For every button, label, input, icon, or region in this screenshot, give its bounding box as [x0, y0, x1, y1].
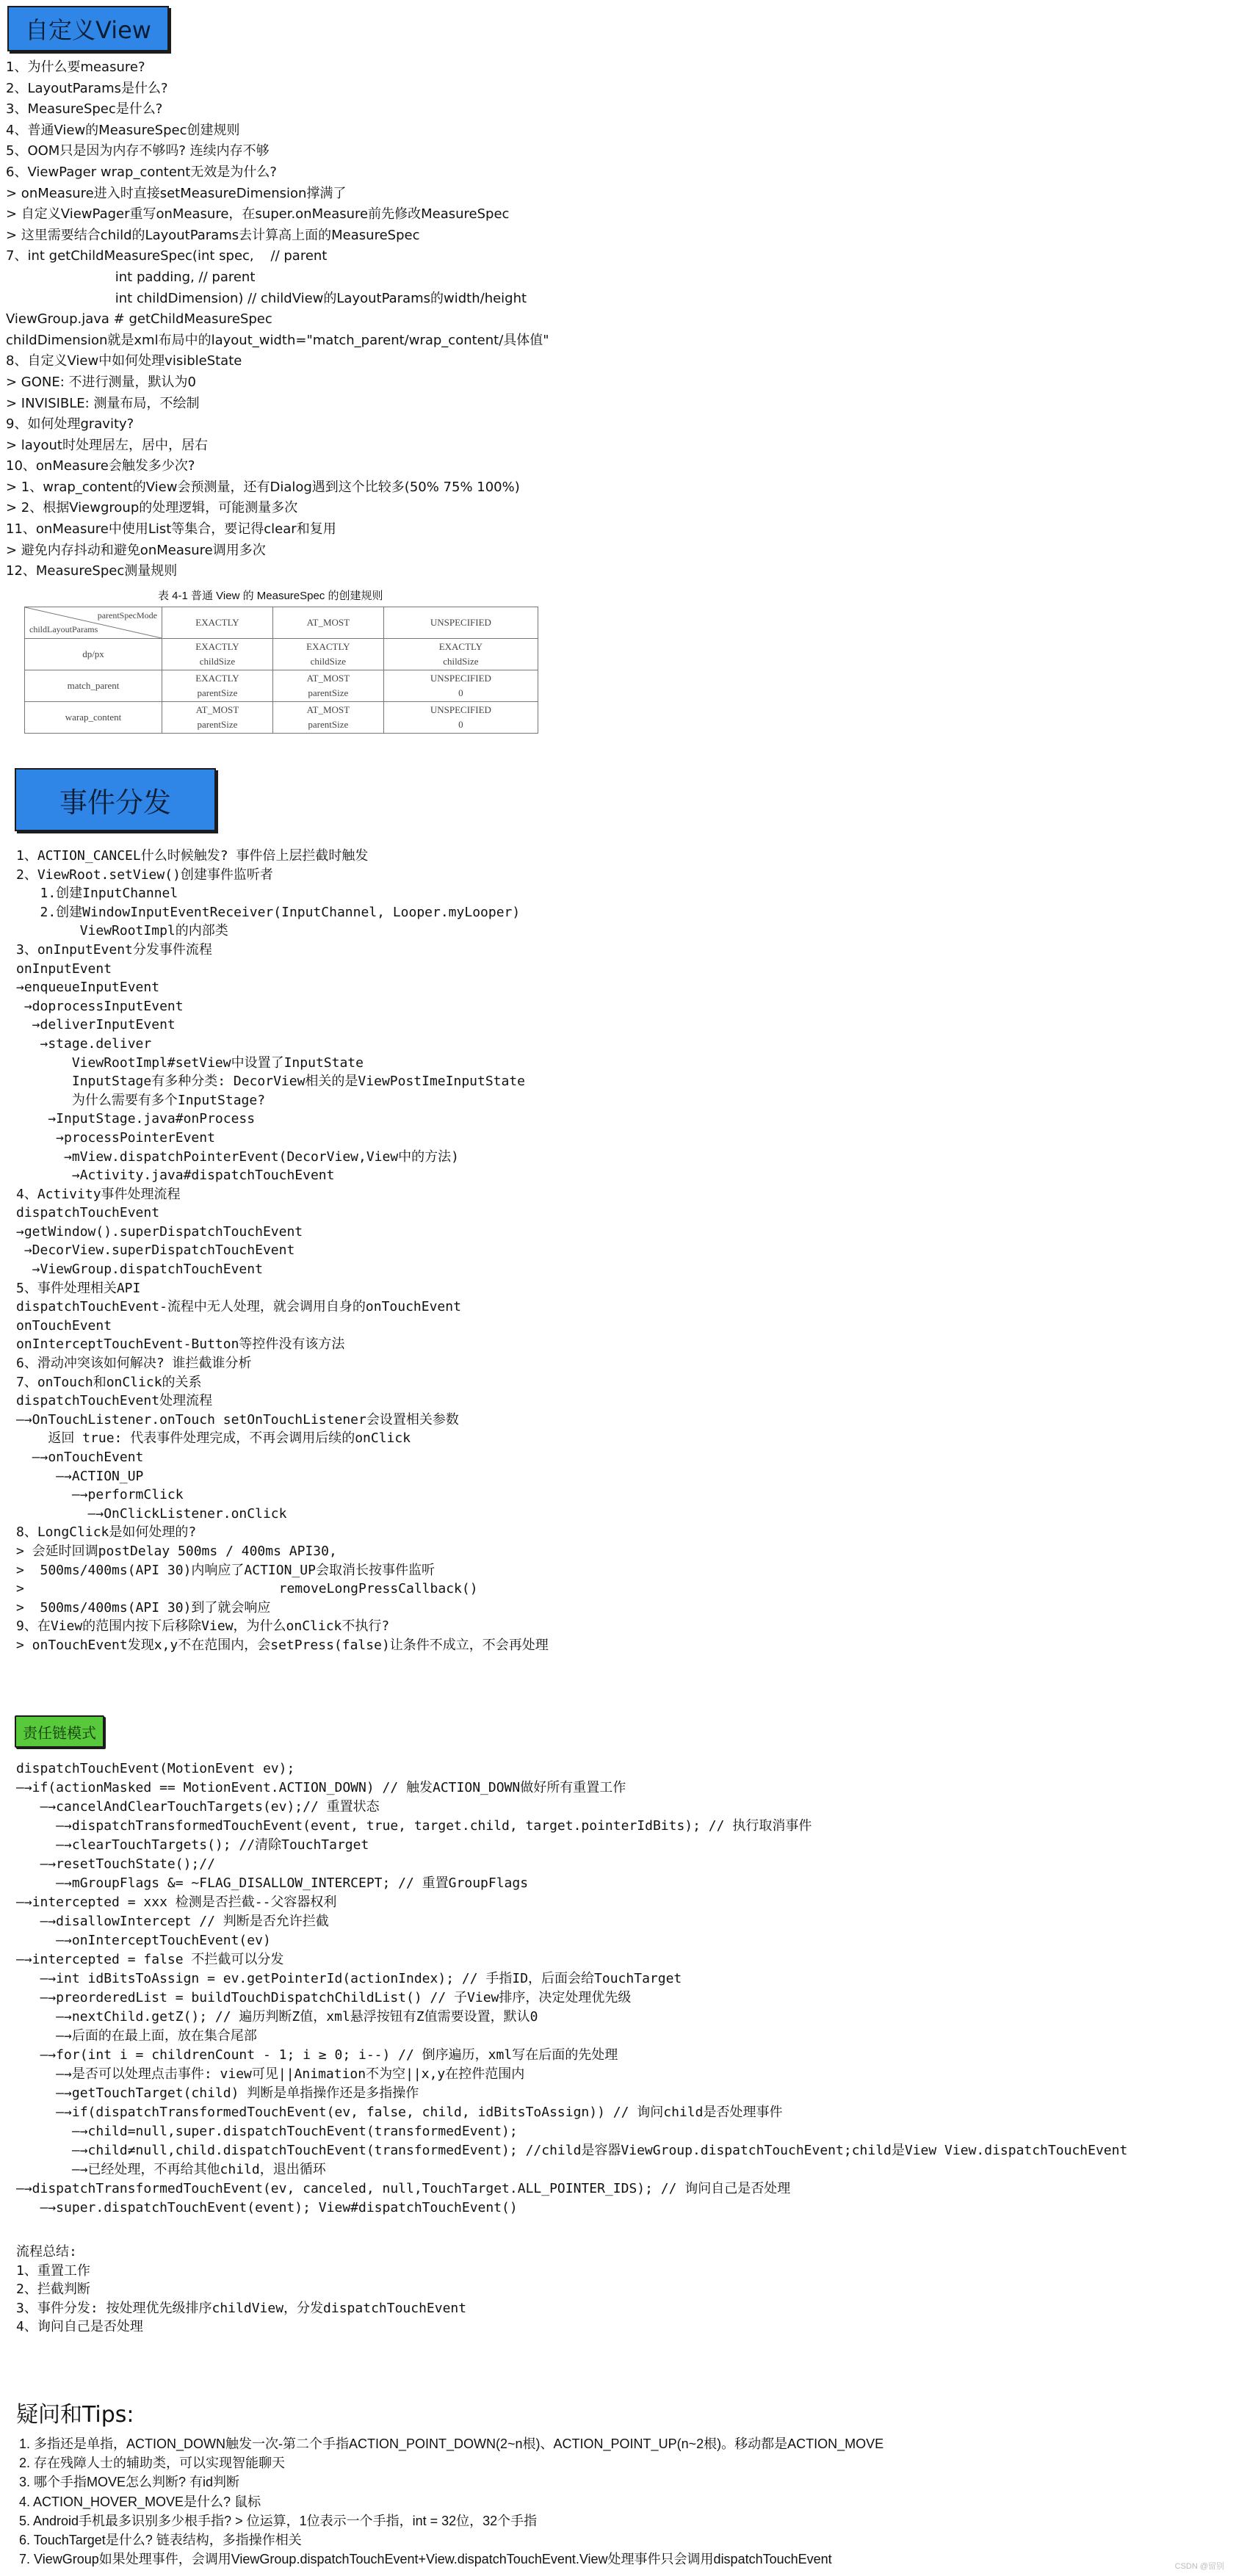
row-label: dp/px [25, 639, 162, 670]
note-line: 3、onInputEvent分发事件流程 [16, 941, 212, 958]
cell-mode: EXACTLY [306, 641, 350, 652]
note-line: onTouchEvent [16, 1317, 112, 1334]
summary-line: 2、拦截判断 [16, 2282, 90, 2298]
tip-line: 3. 哪个手指MOVE怎么判断? 有id判断 [19, 2475, 240, 2490]
note-line: 7、int getChildMeasureSpec(int spec, // parent [6, 248, 328, 264]
tip-line: 4. ACTION_HOVER_MOVE是什么? 鼠标 [19, 2494, 261, 2509]
note-line: 2、LayoutParams是什么? [6, 80, 168, 96]
code-line: —→for(int i = childrenCount - 1; i ≥ 0; i--) // 倒序遍历，xml写在后面的先处理 [16, 2047, 618, 2063]
note-line: 6、滑动冲突该如何解决? 谁拦截谁分析 [16, 1356, 252, 1372]
cell-mode: AT_MOST [306, 704, 350, 715]
code-line: —→intercepted = false 不拦截可以分发 [16, 1952, 284, 1967]
note-line: —→ACTION_UP [16, 1468, 144, 1484]
code-line: —→后面的在最上面，放在集合尾部 [16, 2028, 257, 2044]
event-dispatch-notes [16, 847, 549, 1655]
note-line: →Activity.java#dispatchTouchEvent [16, 1168, 335, 1184]
note-line: —→onTouchEvent [16, 1450, 144, 1465]
note-line: onInterceptTouchEvent-Button等控件没有该方法 [16, 1336, 345, 1353]
code-line: —→resetTouchState();// [16, 1856, 215, 1872]
note-line: 2、ViewRoot.setView()创建事件监听者 [16, 866, 273, 883]
note-line: 2.创建WindowInputEventReceiver(InputChannel, Looper.myLooper) [16, 904, 521, 920]
table-row [25, 670, 538, 702]
note-line: dispatchTouchEvent-流程中无人处理，就会调用自身的onTouchEvent [16, 1299, 461, 1315]
corner-top-label: parentSpecMode [97, 610, 157, 621]
note-line: onInputEvent [16, 960, 112, 977]
custom-view-notes [6, 57, 549, 582]
note-line: > 自定义ViewPager重写onMeasure，在super.onMeasure前先修改MeasureSpec [6, 206, 510, 222]
cell-mode: AT_MOST [195, 704, 239, 715]
note-line: 12、MeasureSpec测量规则 [6, 563, 178, 579]
code-line: —→dispatchTransformedTouchEvent(ev, canceled, null,TouchTarget.ALL_POINTER_IDS); // 询问自己是否处理 [16, 2181, 791, 2196]
note-line: 4、普通View的MeasureSpec创建规则 [6, 122, 240, 138]
summary-line: 4、询问自己是否处理 [16, 2319, 143, 2335]
note-line: 为什么需要有多个InputStage? [16, 1092, 266, 1108]
note-line: —→OnTouchListener.onTouch setOnTouchListener会设置相关参数 [16, 1411, 459, 1428]
code-line: —→mGroupFlags &= ~FLAG_DISALLOW_INTERCEPT; // 重置GroupFlags [16, 1875, 529, 1891]
note-line: > 避免内存抖动和避免onMeasure调用多次 [6, 542, 266, 558]
note-line: > removeLongPressCallback() [16, 1581, 478, 1597]
summary-line: 1、重置工作 [16, 2262, 90, 2279]
cell-mode: UNSPECIFIED [430, 673, 491, 684]
tips-title: 疑问和Tips: [16, 2402, 134, 2428]
note-line: 8、自定义View中如何处理visibleState [6, 353, 242, 369]
note-line: →ViewGroup.dispatchTouchEvent [16, 1262, 263, 1278]
code-line: —→是否可以处理点击事件: view可见||Animation不为空||x,y在控件范围内 [16, 2066, 525, 2082]
note-line: 6、ViewPager wrap_content无效是为什么? [6, 164, 277, 180]
code-line: —→getTouchTarget(child) 判断是单指操作还是多指操作 [16, 2085, 419, 2101]
note-line: →stage.deliver [16, 1035, 152, 1052]
note-line: →deliverInputEvent [16, 1017, 176, 1033]
note-line: 4、Activity事件处理流程 [16, 1186, 181, 1202]
note-line: →DecorView.superDispatchTouchEvent [16, 1242, 295, 1259]
note-line: →getWindow().superDispatchTouchEvent [16, 1223, 303, 1240]
watermark: CSDN @留别 [1174, 2562, 1224, 2571]
note-line: 1.创建InputChannel [16, 886, 178, 902]
table-corner-cell [25, 607, 162, 639]
note-line: int childDimension) // childView的LayoutParams的width/height [6, 290, 527, 306]
note-line: 1、ACTION_CANCEL什么时候触发? 事件倍上层拦截时触发 [16, 848, 369, 864]
note-line: > 500ms/400ms(API 30)内响应了ACTION_UP会取消长按事件监听 [16, 1562, 435, 1578]
code-line: —→if(dispatchTransformedTouchEvent(ev, false, child, idBitsToAssign)) // 询问child是否处理事件 [16, 2105, 783, 2120]
note-line: childDimension就是xml布局中的layout_width="match_parent/wrap_content/具体值" [6, 332, 549, 348]
table-cell [383, 639, 538, 670]
note-line: > onTouchEvent发现x,y不在范围内，会setPress(false)让条件不成立，不会再处理 [16, 1637, 549, 1653]
cell-mode: EXACTLY [195, 673, 239, 684]
table-cell [272, 639, 383, 670]
summary-line: 流程总结: [16, 2244, 77, 2260]
table-header-cell: AT_MOST [272, 607, 383, 639]
code-line: —→super.dispatchTouchEvent(event); View#dispatchTouchEvent() [16, 2200, 518, 2215]
code-line: dispatchTouchEvent(MotionEvent ev); [16, 1761, 295, 1776]
tips-list [19, 2434, 883, 2569]
cell-size: parentSize [197, 719, 238, 730]
cell-size: childSize [199, 656, 236, 667]
table-cell [272, 670, 383, 702]
table-header-cell: UNSPECIFIED [383, 607, 538, 639]
code-line: —→child≠null,child.dispatchTouchEvent(transformedEvent); //child是容器ViewGroup.dispatchTouchEvent;child是View View.dispatchTouchEvent [16, 2143, 1128, 2158]
table-header-cell: EXACTLY [162, 607, 273, 639]
cell-mode: EXACTLY [195, 641, 239, 652]
code-line: —→clearTouchTargets(); //清除TouchTarget [16, 1837, 369, 1853]
note-line: int padding, // parent [6, 269, 256, 285]
corner-bottom-label: childLayoutParams [29, 624, 98, 634]
cell-size: 0 [458, 687, 463, 698]
code-line: —→preorderedList = buildTouchDispatchChildList() // 子View排序，决定处理优先级 [16, 1990, 632, 2005]
row-label: warap_content [25, 702, 162, 734]
code-line: —→onInterceptTouchEvent(ev) [16, 1933, 271, 1948]
note-line: 3、MeasureSpec是什么? [6, 101, 163, 117]
note-line: 9、在View的范围内按下后移除View，为什么onClick不执行? [16, 1618, 390, 1635]
code-line: —→disallowIntercept // 判断是否允许拦截 [16, 1914, 329, 1929]
code-line: —→child=null,super.dispatchTouchEvent(transformedEvent); [16, 2124, 518, 2139]
note-line: ViewGroup.java # getChildMeasureSpec [6, 311, 272, 328]
cell-mode: UNSPECIFIED [430, 704, 491, 715]
cell-size: parentSize [308, 687, 349, 698]
note-line: 5、OOM只是因为内存不够吗? 连续内存不够 [6, 143, 270, 159]
note-line: 9、如何处理gravity? [6, 416, 134, 433]
note-line: ViewRootImpl的内部类 [16, 923, 228, 939]
table-cell [162, 670, 273, 702]
tip-line: 7. ViewGroup如果处理事件，会调用ViewGroup.dispatchTouchEvent+View.dispatchTouchEvent.View处理事件只会调用dispatchTouchEvent [19, 2552, 832, 2567]
code-line: —→nextChild.getZ(); // 遍历判断Z值，xml悬浮按钮有Z值需要设置，默认0 [16, 2009, 538, 2025]
code-line: —→cancelAndClearTouchTargets(ev);// 重置状态 [16, 1799, 380, 1815]
cell-size: parentSize [197, 687, 238, 698]
chain-code-notes [16, 1759, 1127, 2218]
section-title-chain-of-responsibility: 责任链模式 [15, 1715, 104, 1748]
note-line: > INVISIBLE: 测量布局，不绘制 [6, 395, 200, 411]
code-line: —→int idBitsToAssign = ev.getPointerId(actionIndex); // 手指ID，后面会给TouchTarget [16, 1971, 682, 1986]
note-line: > GONE: 不进行测量，默认为0 [6, 374, 196, 390]
table-cell [383, 670, 538, 702]
note-line: ViewRootImpl#setView中设置了InputState [16, 1054, 364, 1071]
note-line: > 500ms/400ms(API 30)到了就会响应 [16, 1599, 271, 1616]
table-cell [383, 702, 538, 734]
cell-mode: EXACTLY [438, 641, 483, 652]
summary-line: 3、事件分发: 按处理优先级排序childView，分发dispatchTouchEvent [16, 2300, 467, 2316]
cell-size: childSize [443, 656, 479, 667]
note-line: 8、LongClick是如何处理的? [16, 1524, 197, 1541]
table-row [25, 639, 538, 670]
note-line: →doprocessInputEvent [16, 998, 184, 1014]
note-line: dispatchTouchEvent处理流程 [16, 1393, 213, 1409]
note-line: →enqueueInputEvent [16, 980, 160, 996]
note-line: > 2、根据Viewgroup的处理逻辑，可能测量多次 [6, 500, 298, 516]
tip-line: 1. 多指还是单指，ACTION_DOWN触发一次-第二个手指ACTION_POINT_DOWN(2~n根)、ACTION_POINT_UP(n~2根)。移动都是ACTION_MOVE [19, 2436, 884, 2451]
tip-line: 2. 存在残障人士的辅助类，可以实现智能聊天 [19, 2456, 286, 2471]
section-title-event-dispatch: 事件分发 [15, 768, 216, 831]
cell-size: childSize [310, 656, 347, 667]
note-line: →InputStage.java#onProcess [16, 1111, 256, 1127]
code-line: —→dispatchTransformedTouchEvent(event, true, target.child, target.pointerIdBits); // 执行取消事件 [16, 1818, 812, 1834]
cell-size: 0 [458, 719, 463, 730]
note-line: > 1、wrap_content的View会预测量，还有Dialog遇到这个比较多(50% 75% 100%) [6, 479, 520, 495]
note-line: →processPointerEvent [16, 1129, 215, 1146]
note-line: 11、onMeasure中使用List等集合，要记得clear和复用 [6, 521, 336, 538]
row-label: match_parent [25, 670, 162, 702]
cell-mode: AT_MOST [306, 673, 350, 684]
note-line: > onMeasure进入时直接setMeasureDimension撑满了 [6, 185, 347, 201]
cell-size: parentSize [308, 719, 349, 730]
table-caption: 表 4-1 普通 View 的 MeasureSpec 的创建规则 [158, 590, 383, 602]
table-cell [162, 702, 273, 734]
note-line: > 会延时回调postDelay 500ms / 400ms API30, [16, 1543, 337, 1559]
table-cell [272, 702, 383, 734]
note-line: →mView.dispatchPointerEvent(DecorView,View中的方法) [16, 1148, 460, 1165]
note-line: 7、onTouch和onClick的关系 [16, 1374, 202, 1390]
code-line: —→if(actionMasked == MotionEvent.ACTION_DOWN) // 触发ACTION_DOWN做好所有重置工作 [16, 1780, 626, 1795]
note-line: 1、为什么要measure? [6, 59, 145, 75]
table-cell [162, 639, 273, 670]
tip-line: 6. TouchTarget是什么? 链表结构，多指操作相关 [19, 2533, 302, 2548]
note-line: —→performClick [16, 1487, 184, 1503]
code-line: —→intercepted = xxx 检测是否拦截--父容器权利 [16, 1895, 337, 1910]
note-line: 10、onMeasure会触发多少次? [6, 458, 195, 474]
note-line: —→OnClickListener.onClick [16, 1505, 287, 1522]
note-line: > 这里需要结合child的LayoutParams去计算高上面的MeasureSpec [6, 227, 420, 243]
measure-spec-table [24, 607, 538, 734]
tip-line: 5. Android手机最多识别多少根手指? > 位运算，1位表示一个手指，int = 32位，32个手指 [19, 2513, 538, 2528]
flow-summary [16, 2243, 466, 2337]
note-line: 返回 true: 代表事件处理完成，不再会调用后续的onClick [16, 1430, 411, 1447]
note-line: dispatchTouchEvent [16, 1205, 160, 1221]
table-row [25, 702, 538, 734]
note-line: InputStage有多种分类: DecorView相关的是ViewPostImeInputState [16, 1074, 526, 1090]
note-line: > layout时处理居左，居中，居右 [6, 437, 208, 453]
note-line: 5、事件处理相关API [16, 1280, 141, 1296]
code-line: —→已经处理，不再给其他child，退出循环 [16, 2162, 326, 2177]
section-title-custom-view: 自定义View [7, 6, 169, 51]
